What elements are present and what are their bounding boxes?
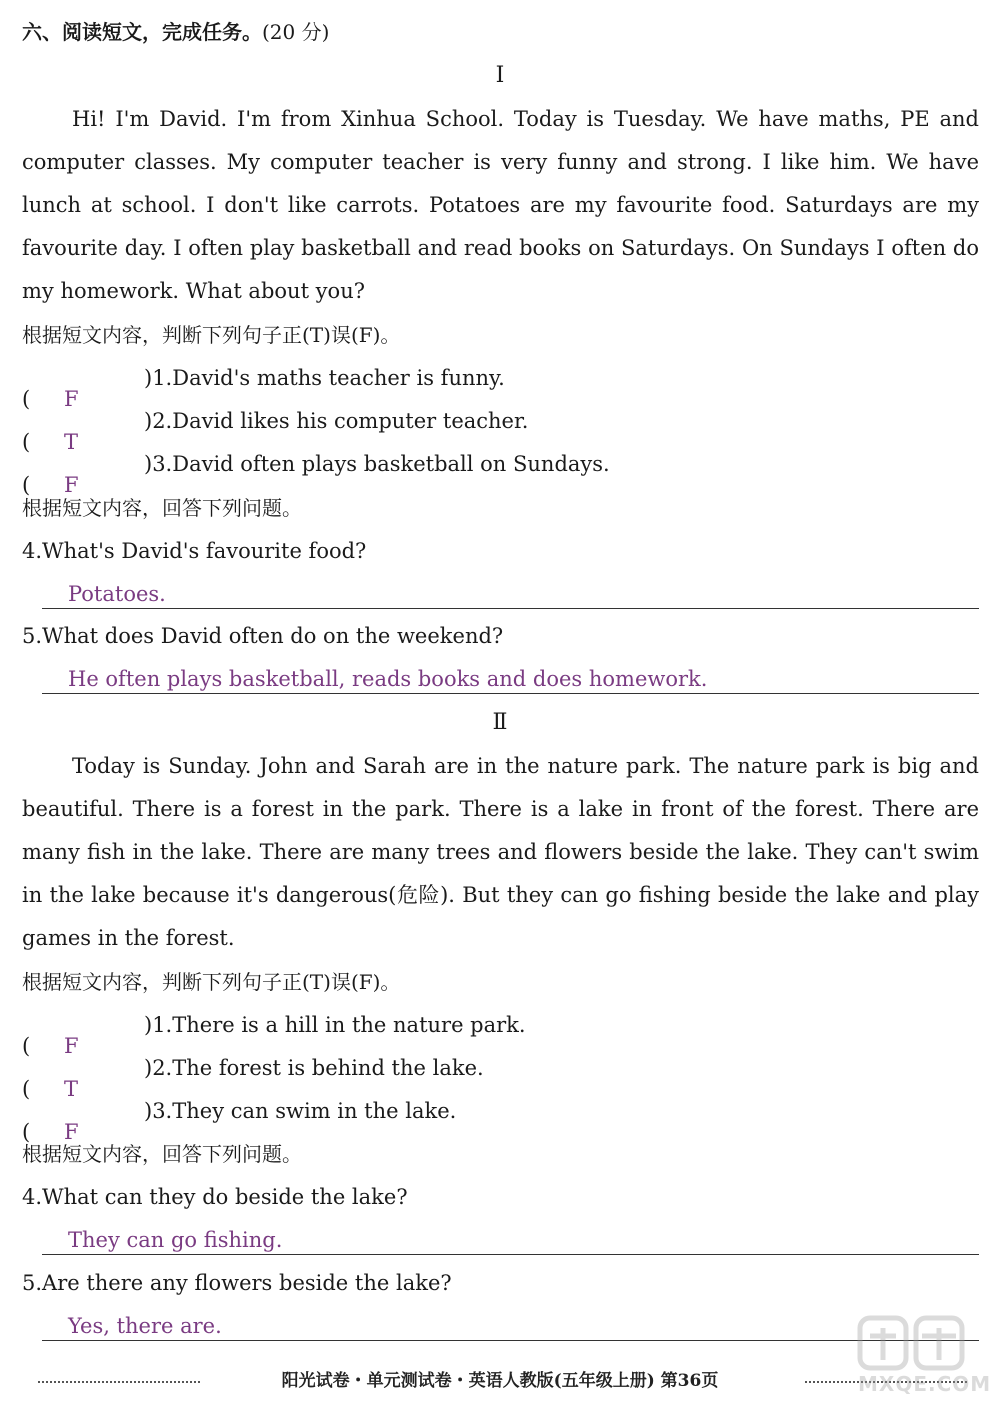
part-2-question-4: 4.What can they do beside the lake? [22, 1185, 408, 1209]
section-title: 六、阅读短文，完成任务。 [22, 20, 262, 44]
section-score: (20 分) [262, 20, 330, 44]
part-2-tf-instruction: 根据短文内容，判断下列句子正(T)误(F)。 [22, 970, 401, 994]
part-1-tf-item-1: ( F )1.David's maths teacher is funny. [22, 366, 505, 411]
part-2-passage-text: Today is Sunday. John and Sarah are in the nature park. The nature park is big and beautiful. There is a forest in the park. There is a lake in front of the forest. There are many fish in the lake. There are many trees and flowers beside the lake. They can't swim in the lake because it's dangerous(危险). But they can go fishing beside the lake and play games in the forest. [22, 754, 979, 950]
tf-statement: )3.David often plays basketball on Sundays. [144, 452, 610, 476]
tf-statement: )2.The forest is behind the lake. [144, 1056, 484, 1080]
footer-text: 阳光试卷・单元测试卷・英语人教版(五年级上册) 第36页 [281, 1371, 719, 1391]
tf-statement: )1.David's maths teacher is funny. [144, 366, 505, 390]
part-2-tf-item-2: ( T )2.The forest is behind the lake. [22, 1056, 484, 1101]
tf-answer: F [64, 387, 79, 411]
part-2-qa-instruction: 根据短文内容，回答下列问题。 [22, 1142, 302, 1166]
site-watermark [850, 1310, 992, 1410]
part-1-numeral: Ⅰ [495, 63, 505, 88]
part-1-answer-line-4[interactable] [42, 578, 979, 609]
part-1-qa-instruction: 根据短文内容，回答下列问题。 [22, 496, 302, 520]
part-1-question-5: 5.What does David often do on the weekend? [22, 624, 504, 648]
part-1-tf-instruction: 根据短文内容，判断下列句子正(T)误(F)。 [22, 323, 401, 347]
section-heading [22, 18, 329, 46]
watermark-text: MXQE.COM [858, 1372, 992, 1396]
part-1-passage [22, 98, 979, 313]
tf-answer: F [64, 473, 79, 497]
part-2-tf-item-3: ( F )3.They can swim in the lake. [22, 1099, 457, 1144]
tf-statement: )3.They can swim in the lake. [144, 1099, 457, 1123]
tf-statement: )2.David likes his computer teacher. [144, 409, 529, 433]
part-2-numeral: Ⅱ [492, 710, 508, 735]
part-2-tf-item-1: ( F )1.There is a hill in the nature park. [22, 1013, 526, 1058]
part-2-passage [22, 745, 979, 960]
watermark-logo-icon [850, 1310, 980, 1380]
tf-answer: F [64, 1120, 79, 1144]
tf-answer: F [64, 1034, 79, 1058]
part-1-tf-item-2: ( T )2.David likes his computer teacher. [22, 409, 529, 454]
written-answer: Potatoes. [68, 582, 166, 606]
tf-answer: T [64, 1077, 79, 1101]
part-2-answer-line-4[interactable] [42, 1224, 979, 1255]
tf-answer: T [64, 430, 79, 454]
part-1-tf-item-3: ( F )3.David often plays basketball on Sundays. [22, 452, 610, 497]
part-1-passage-text: Hi! I'm David. I'm from Xinhua School. Today is Tuesday. We have maths, PE and computer classes. My computer teacher is very funny and strong. I like him. We have lunch at school. I don't like carrots. Potatoes are my favourite food. Saturdays are my favourite day. I often play basketball and read books on Saturdays. On Sundays I often do my homework. What about you? [22, 107, 979, 303]
written-answer: He often plays basketball, reads books and does homework. [68, 667, 708, 691]
tf-statement: )1.There is a hill in the nature park. [144, 1013, 526, 1037]
page-footer [30, 1366, 970, 1396]
written-answer: Yes, there are. [68, 1314, 222, 1338]
part-2-question-5: 5.Are there any flowers beside the lake? [22, 1271, 452, 1295]
part-1-question-4: 4.What's David's favourite food? [22, 539, 367, 563]
part-2-answer-line-5[interactable] [42, 1310, 979, 1341]
written-answer: They can go fishing. [68, 1228, 283, 1252]
part-1-answer-line-5[interactable] [42, 663, 979, 694]
